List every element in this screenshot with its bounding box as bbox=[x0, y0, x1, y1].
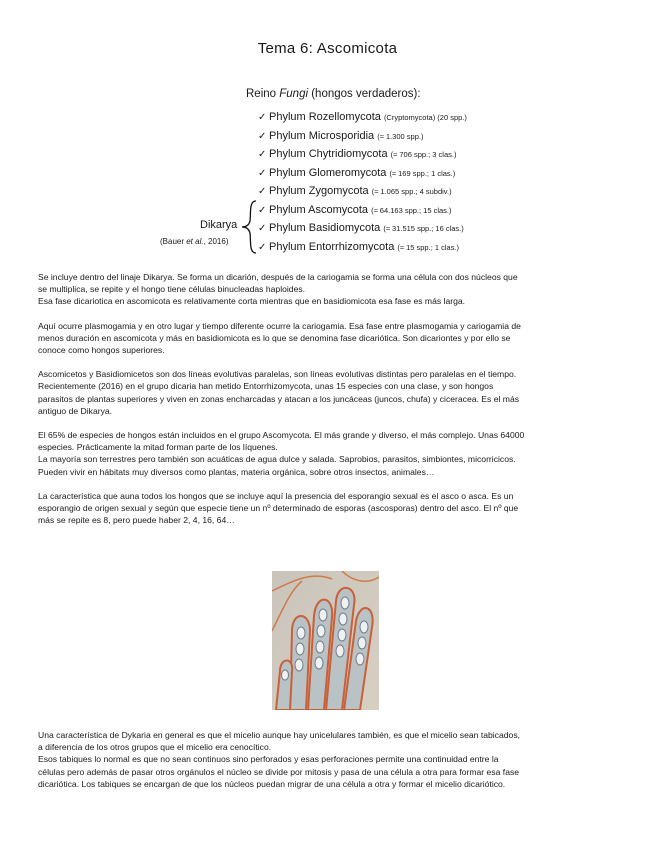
text-line: Pueden vivir en hábitats muy diversos como plantas, materia orgánica, sobre otros insectos, animales… bbox=[38, 466, 435, 477]
phylum-item bbox=[258, 201, 467, 220]
check-icon: ✓ bbox=[258, 204, 267, 216]
check-icon: ✓ bbox=[258, 112, 267, 123]
phylum-meta: (≈ 15 spp.; 1 clas.) bbox=[397, 242, 460, 252]
reino-heading bbox=[246, 88, 421, 100]
citation-prefix: (Bauer bbox=[160, 237, 187, 246]
text-line: parasitos de plantas superiores y viven en zonas encharcadas y atacan a los juncáceas (juncos, chufa) y ciceracea. Es el más bbox=[38, 393, 520, 404]
phylum-meta: (≈ 706 spp.; 3 clas.) bbox=[390, 150, 457, 159]
phylum-item bbox=[258, 219, 467, 238]
text-line: Recientemente (2016) en el grupo dicaria han metido Entorrhizomycota, unas 15 especies con una clase, y son hongos bbox=[38, 381, 494, 392]
paragraph bbox=[38, 320, 618, 357]
text-line: antiguo de Dikarya. bbox=[38, 405, 113, 416]
text-line: especies. Prácticamente la mitad forman parte de los líquenes. bbox=[38, 442, 278, 453]
text-line: se multiplica, se repite y el hongo tiene células binucleadas haploides. bbox=[38, 284, 306, 295]
paragraph bbox=[38, 368, 618, 417]
text-line: El 65% de especies de hongos están incluidos en el grupo Ascomycota. El más grande y diverso, el más complejo. Unas 64000 bbox=[38, 430, 525, 441]
reino-suffix: (hongos verdaderos): bbox=[308, 88, 421, 100]
text-line: a diferencia de los otros grupos que el micelio era cenocítico. bbox=[38, 742, 272, 753]
asci-micrograph bbox=[272, 571, 379, 710]
reino-fungi: Fungi bbox=[279, 88, 309, 100]
phylum-name: Phylum Chytridiomycota bbox=[269, 148, 388, 160]
paragraph bbox=[38, 729, 618, 790]
phylum-item bbox=[258, 182, 467, 201]
text-line: dicariótica. Los tabiques se encargan de que los núcleos puedan migrar de una célula a otra y formar el micelio dicariótico. bbox=[38, 778, 506, 789]
phylum-name: Phylum Rozellomycota bbox=[269, 111, 381, 123]
phylum-meta: (≈ 169 spp.; 1 clas.) bbox=[389, 168, 456, 178]
text-line: células pero además de pasar otros orgánulos el núcleo se divide por mitosis y pasa de una célula a otra para formar esa fase bbox=[38, 766, 520, 777]
paragraph bbox=[38, 490, 618, 527]
dikarya-brace bbox=[240, 199, 258, 255]
phylum-meta: (≈ 1.065 spp.; 4 subdiv.) bbox=[371, 187, 452, 196]
phylum-name: Phylum Ascomycota bbox=[269, 203, 369, 216]
text-line: La característica que auna todos los hongos que se incluye aquí la presencia del esporangio sexual es el asco o asca. Es un bbox=[38, 490, 514, 501]
text-line: esporangio de origen sexual y según que especie tiene un nº determinado de esporas (ascosporas) dentro del asco. El nº que bbox=[38, 503, 519, 514]
phylum-name: Phylum Entorrhizomycota bbox=[269, 240, 395, 253]
phylum-meta: (≈ 64.163 spp.; 15 clas.) bbox=[371, 205, 452, 215]
check-icon: ✓ bbox=[258, 167, 267, 179]
citation-suffix: , 2016) bbox=[203, 237, 229, 246]
phylum-item bbox=[258, 238, 467, 257]
text-line: Esa fase dicariotica en ascomicota es relativamente corta mientras que en basidiomicota esa fase es más larga. bbox=[38, 296, 466, 307]
text-line: Aquí ocurre plasmogamia y en otro lugar y tiempo diferente ocurre la cariogamia. Esa fase entre plasmogamia y cariogamia de bbox=[38, 320, 521, 331]
phylum-meta: (≈ 31.515 spp.; 16 clas.) bbox=[383, 224, 464, 233]
citation bbox=[160, 237, 228, 246]
reino-prefix: Reino bbox=[246, 88, 280, 100]
phylum-item bbox=[258, 164, 467, 183]
page-title: Tema 6: Ascomicota bbox=[257, 40, 398, 57]
phylum-name: Phylum Basidiomycota bbox=[269, 222, 381, 234]
check-icon: ✓ bbox=[258, 149, 267, 160]
body-text-after-image bbox=[38, 729, 618, 790]
text-line: más se repite es 8, pero puede haber 2, 4, 16, 64… bbox=[38, 515, 235, 526]
body-text bbox=[38, 271, 618, 526]
text-line: menos duración en ascomicota y más en basidiomicota es lo que se denomina fase dicariótica. Son dicariontes y por ello se bbox=[38, 332, 511, 343]
phylum-name: Phylum Glomeromycota bbox=[269, 166, 387, 179]
asci-image bbox=[272, 571, 379, 710]
check-icon: ✓ bbox=[258, 186, 267, 197]
phylum-name: Phylum Zygomycota bbox=[269, 185, 369, 197]
text-line: Una característica de Dykaria en general es que el micelio aunque hay unicelulares también, es que el micelio sean tabicados, bbox=[38, 730, 521, 740]
citation-etal: et al. bbox=[186, 237, 204, 246]
paragraph bbox=[38, 271, 618, 308]
phylum-list bbox=[258, 108, 467, 256]
phylum-name: Phylum Microsporidia bbox=[269, 129, 375, 142]
phylum-item bbox=[258, 145, 467, 164]
text-line: Se incluye dentro del linaje Dikarya. Se forma un dicarión, después de la cariogamia se forma una célula con dos núcleos que bbox=[38, 272, 518, 282]
check-icon: ✓ bbox=[258, 223, 267, 234]
check-icon: ✓ bbox=[258, 130, 267, 142]
phylum-item bbox=[258, 108, 467, 127]
text-line: La mayoría son terrestres pero también son acuáticas de agua dulce y salada. Saprobios, parasitos, simbiontes, micorricicos. bbox=[38, 454, 516, 465]
phylum-item bbox=[258, 127, 467, 146]
check-icon: ✓ bbox=[258, 241, 267, 253]
text-line: conoce como hongos superiores. bbox=[38, 345, 165, 356]
phylum-meta: (≈ 1.300 spp.) bbox=[377, 131, 424, 141]
dikarya-label: Dikarya bbox=[200, 219, 238, 231]
phylum-meta: (Cryptomycota) (20 spp.) bbox=[383, 113, 467, 122]
text-line: Esos tabiques lo normal es que no sean continuos sino perforados y esas perforaciones permite una continuidad entre la bbox=[38, 754, 499, 765]
text-line: Ascomicetos y Basidiomicetos son dos líneas evolutivas paralelas, son líneas evolutivas distintas pero paralelas en el tiempo. bbox=[38, 369, 517, 380]
paragraph bbox=[38, 429, 618, 478]
